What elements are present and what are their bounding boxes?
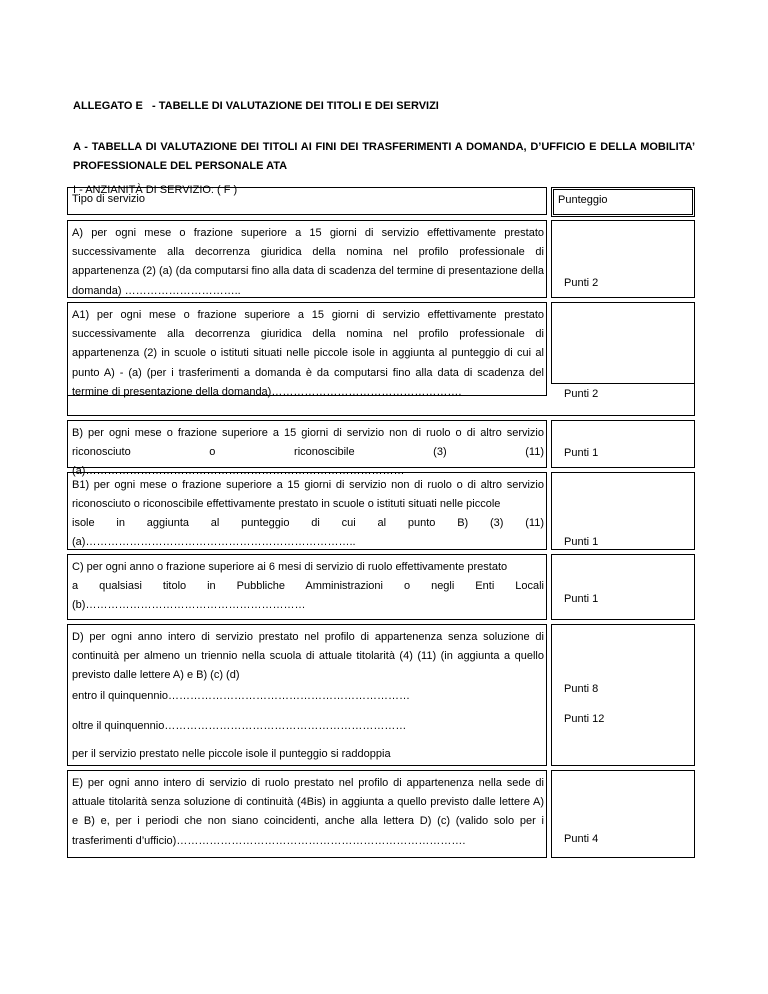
row-c-points-cell bbox=[551, 554, 695, 620]
row-e-points-cell bbox=[551, 770, 695, 858]
row-a1-points: Punti 2 bbox=[564, 388, 599, 400]
row-d-entro-points: Punti 8 bbox=[564, 683, 599, 695]
row-d-text-cell bbox=[67, 624, 547, 766]
row-d-text: D) per ogni anno intero di servizio prestato nel profilo di appartenenza senza soluzione di continuità per almeno un triennio nella scuola di attuale titolarità (4) (11) (in aggiunta a quello previsto dalle lettere A) e B) (c) (d) bbox=[72, 631, 544, 682]
row-b-text: B) per ogni mese o frazione superiore a 15 giorni di servizio non di ruolo o di altro servizio riconosciuto o riconoscibile (3) (11) (a)…………………………………………………………………………… bbox=[72, 427, 544, 478]
row-b-text-cell bbox=[67, 420, 547, 478]
col-tipo-label: Tipo di servizio bbox=[72, 193, 145, 205]
subsection-title: I - ANZIANITÀ DI SERVIZIO: ( F ) bbox=[73, 184, 238, 196]
col-punteggio-label: Punteggio bbox=[558, 194, 608, 206]
row-c-line3: (b)…………………………………………………… bbox=[72, 599, 306, 611]
row-a1-points-cell bbox=[551, 302, 695, 384]
row-b1-text-cell bbox=[67, 472, 547, 550]
header-cell-tipo bbox=[67, 187, 547, 215]
row-b1-points-cell bbox=[551, 472, 695, 550]
row-a-text-cell bbox=[67, 220, 547, 298]
row-d-isole: per il servizio prestato nelle piccole isole il punteggio si raddoppia bbox=[72, 748, 391, 760]
row-b1-line3: isole in aggiunta al punteggio di cui al punto B) (3) (11) bbox=[72, 517, 544, 529]
row-e-points: Punti 4 bbox=[564, 833, 599, 845]
row-e-text-cell bbox=[67, 770, 547, 858]
row-b1-points: Punti 1 bbox=[564, 536, 599, 548]
header-cell-punteggio bbox=[551, 187, 695, 217]
row-d-oltre-points: Punti 12 bbox=[564, 713, 605, 725]
row-b1-text: B1) per ogni mese o frazione superiore a 15 giorni di servizio non di ruolo o di altro servizio riconosciuto o riconoscibile effettivamente prestato in scuole o istituti situati nelle piccole bbox=[72, 479, 544, 511]
row-d-oltre: oltre il quinquennio………………………………………………………… bbox=[72, 720, 407, 732]
section-title: A - TABELLA DI VALUTAZIONE DEI TITOLI AI FINI DEI TRASFERIMENTI A DOMANDA, D’UFFICIO E DELLA MOBILITA’ PROFESSIONALE DEL PERSONALE ATA bbox=[73, 141, 695, 172]
row-d-entro: entro il quinquennio………………………………………………………… bbox=[72, 690, 411, 702]
row-a-points-cell bbox=[551, 220, 695, 298]
row-b-points: Punti 1 bbox=[564, 447, 599, 459]
row-c-line2: a qualsiasi titolo in Pubbliche Amministrazioni o negli Enti Locali bbox=[72, 580, 544, 592]
row-c-points: Punti 1 bbox=[564, 593, 599, 605]
allegato-heading: ALLEGATO E - TABELLE DI VALUTAZIONE DEI TITOLI E DEI SERVIZI bbox=[73, 100, 439, 112]
row-a1-text: A1) per ogni mese o frazione superiore a 15 giorni di servizio effettivamente prestato successivamente alla decorrenza giuridica della nomina nel profilo professionale di appartenenza (2) in scuole o istituti situati nelle piccole isole in aggiunta al punteggio di cui al punto A) - (a) (per i trasferimenti a domanda è da computarsi fino alla data di scadenza del termine di presentazione della domanda)……………………………………………. bbox=[72, 309, 544, 398]
row-e-text: E) per ogni anno intero di servizio di ruolo prestato nel profilo di appartenenza nella sede di attuale titolarità senza soluzione di continuità (4Bis) in aggiunta a quello previsto dalle lettere A) e B) e, per i periodi che non siano coincidenti, anche alla lettera D) (c) (valido solo per i trasferimenti d’ufficio)……………………………………………………………………. bbox=[72, 777, 544, 847]
row-a-points: Punti 2 bbox=[564, 277, 599, 289]
row-a1-text-cell bbox=[67, 302, 547, 396]
row-b1-line4: (a)……………………………………………………………….. bbox=[72, 536, 356, 548]
row-a-text: A) per ogni mese o frazione superiore a 15 giorni di servizio effettivamente prestato successivamente alla decorrenza giuridica della nomina nel profilo professionale di appartenenza (2) (a) (da computarsi fino alla data di scadenza del termine di presentazione della domanda) ………………………….. bbox=[72, 227, 544, 297]
row-d-points-cell bbox=[551, 624, 695, 766]
row-c-text-cell bbox=[67, 554, 547, 620]
row-a1-points-full-cell bbox=[67, 384, 695, 416]
row-b-points-cell bbox=[551, 420, 695, 468]
row-c-text: C) per ogni anno o frazione superiore ai 6 mesi di servizio di ruolo effettivamente prestato bbox=[72, 561, 508, 573]
